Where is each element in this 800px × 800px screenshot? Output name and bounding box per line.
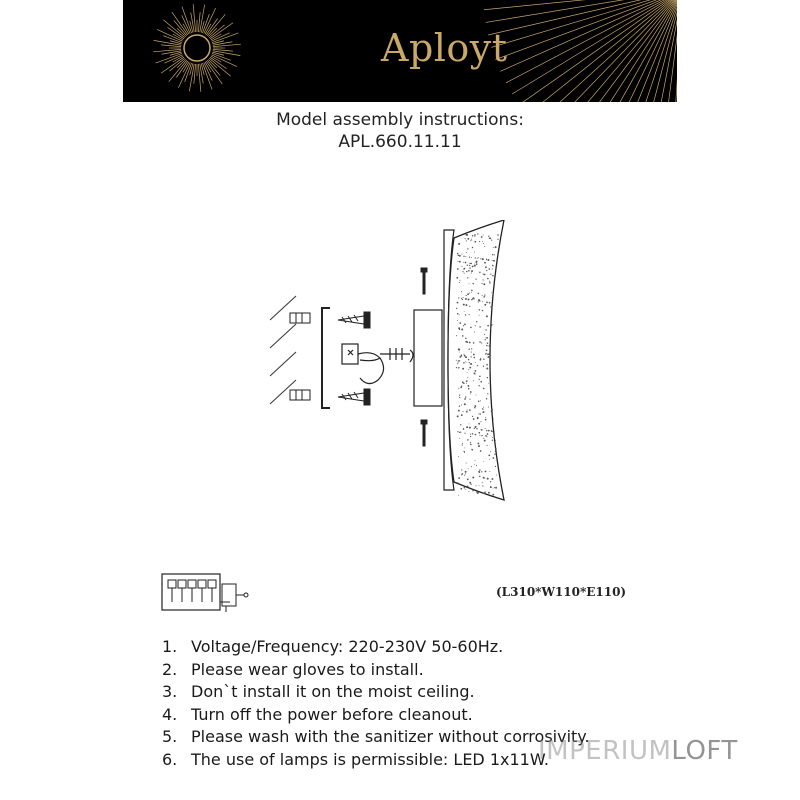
watermark: [538, 736, 738, 766]
instruction-text: Please wear gloves to install.: [191, 659, 424, 679]
instruction-item: [162, 704, 590, 727]
wall-lamp-exploded-view-icon: [260, 220, 520, 510]
instruction-number: 4.: [162, 704, 178, 724]
product-dimensions: (L310*W110*E110): [496, 585, 627, 599]
terminal-and-cable: [342, 344, 413, 384]
instruction-text: The use of lamps is permissible: LED 1x11W.: [191, 749, 549, 769]
instruction-item: [162, 659, 590, 682]
instruction-text: Turn off the power before cleanout.: [191, 704, 473, 724]
instruction-item: [162, 681, 590, 704]
watermark-part-1: IMPERIUM: [538, 736, 672, 766]
instruction-text: Voltage/Frequency: 220-230V 50-60Hz.: [191, 637, 504, 656]
instruction-item: [162, 749, 590, 772]
terminal-block-icon: [160, 570, 250, 615]
brand-banner: [123, 0, 677, 102]
instruction-number: 5.: [162, 727, 178, 747]
instruction-item: [162, 726, 590, 749]
wall-plugs: [290, 313, 310, 400]
mounting-bracket: [322, 308, 330, 408]
instruction-text: Don`t install it on the moist ceiling.: [191, 682, 475, 702]
brand-name: Aployt: [381, 26, 508, 70]
instruction-text: Please wash with the sanitizer without corrosivity.: [191, 727, 590, 747]
model-number: APL.660.11.11: [338, 132, 462, 152]
instruction-item: [162, 636, 590, 659]
instruction-number: 2.: [162, 659, 178, 679]
instruction-number: 6.: [162, 749, 178, 769]
instructions-list: [162, 636, 590, 772]
wall-hatch: [270, 296, 296, 404]
backplate: [414, 310, 442, 406]
document-title: Model assembly instructions:: [276, 110, 524, 130]
instruction-number: 1.: [162, 637, 178, 656]
instruction-number: 3.: [162, 682, 178, 702]
watermark-part-2: LOFT: [671, 736, 738, 766]
